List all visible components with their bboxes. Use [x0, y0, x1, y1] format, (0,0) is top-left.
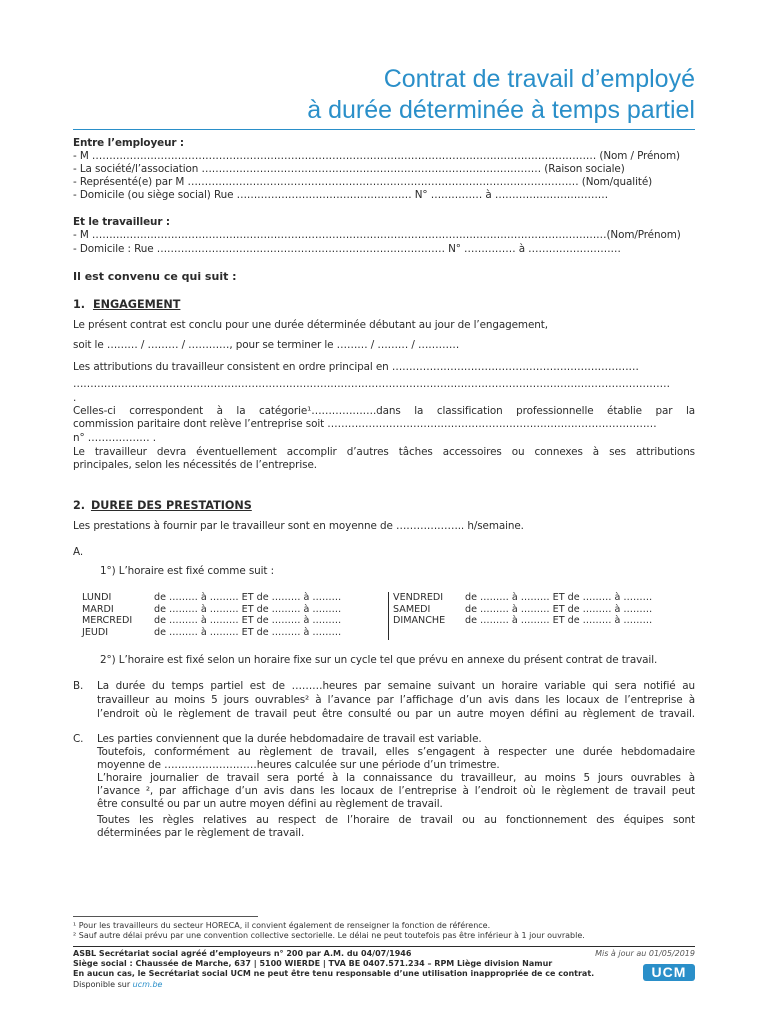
employer-heading: Entre l’employeur :: [73, 137, 184, 149]
update-date: Mis à jour au 01/05/2019: [595, 949, 695, 958]
schedule-row-sunday: [393, 615, 652, 627]
schedule-row-thursday: [82, 627, 341, 639]
ucm-logo: UCM: [643, 964, 695, 981]
part-b-line-1: La durée du temps partiel est de ………heures par semaine suivant un horaire variable qui sera notifié au: [97, 680, 695, 692]
commission-line: commission paritaire dont relève l’entreprise soit ……………………………………………………………………………………: [73, 418, 657, 430]
worker-name-line: - M ……………………………………………………………………………………………………………………………………(Nom/Prénom): [73, 229, 681, 241]
category-line: Celles-ci correspondent à la catégorie¹……………….dans la classification professionnelle établie par la: [73, 405, 695, 417]
title-divider: [73, 129, 695, 130]
document-title: [307, 64, 695, 126]
day-hours: de ……… à ……… ET de ……… à ………: [154, 626, 342, 638]
attributions-dots-line: …………………………………………………………………………………………………………………………………………………………: [73, 378, 670, 390]
part-b-line-3: l’endroit où le règlement de travail peut être consulté ou par un autre moyen défini au règlement de travail.: [97, 708, 695, 720]
ucm-website-link[interactable]: ucm.be: [132, 980, 163, 989]
section-2-number: 2.: [73, 499, 86, 512]
engagement-line-1: Le présent contrat est conclu pour une durée déterminée débutant au jour de l’engagement,: [73, 319, 548, 331]
attributions-line: Les attributions du travailleur consistent en ordre principal en ………………………………………………………………: [73, 361, 639, 373]
duties-line-1: Le travailleur devra éventuellement accomplir d’autres tâches accessoires ou connexes à ses attributions: [73, 446, 695, 458]
section-2-heading: [73, 499, 252, 512]
day-label: MERCREDI: [82, 615, 133, 626]
schedule-row-friday: [393, 592, 652, 604]
part-b-line-2: travailleur au moins 5 jours ouvrables² à l’avance par l’affichage d’un avis dans les locaux de l’entreprise à: [97, 694, 695, 706]
day-hours: de ……… à ……… ET de ……… à ………: [465, 592, 653, 603]
engagement-dates-line: soit le ……… / ……… / …………, pour se terminer le ……… / ……… / …………: [73, 339, 460, 351]
footnote-2: ² Sauf autre délai prévu par une convention collective sectorielle. Le délai ne peut toutefois pas être inférieur à 1 jour ouvrable.: [73, 931, 585, 940]
agreement-heading: Il est convenu ce qui suit :: [73, 270, 237, 283]
day-hours: de ……… à ……… ET de ……… à ………: [154, 615, 342, 626]
day-label: VENDREDI: [393, 592, 444, 603]
employer-name-line: - M ………………………………………………………………………………………………………………………………… (Nom / Prénom): [73, 150, 681, 162]
day-hours: de ……… à ……… ET de ……… à ………: [465, 603, 653, 615]
part-c-line-1: Les parties conviennent que la durée hebdomadaire de travail est variable.: [97, 733, 482, 745]
section-2-title: DUREE DES PRESTATIONS: [90, 499, 252, 512]
worker-address-line: - Domicile : Rue ………………………………………………………………………… N° …………… à ………………………: [73, 243, 621, 255]
day-hours: de ……… à ……… ET de ……… à ………: [154, 603, 342, 615]
schedule-fixed-line: 1°) L’horaire est fixé comme suit :: [100, 565, 274, 577]
part-c-line-7: Toutes les règles relatives au respect de l’horaire de travail ou au fonctionnement des équipes sont: [97, 814, 695, 826]
employer-representative-line: - Représenté(e) par M …………………………………………………………………………………………………… (Nom/qualité): [73, 176, 653, 188]
employer-address-line: - Domicile (ou siège social) Rue …………………………………………… N° …………… à ……………………………: [73, 189, 609, 201]
day-label: LUNDI: [82, 592, 112, 603]
part-c-label: C.: [73, 733, 84, 745]
schedule-right: [393, 592, 652, 627]
schedule-divider: [388, 592, 389, 640]
day-hours: de ……… à ……… ET de ……… à ………: [154, 592, 342, 603]
footer-availability: [73, 980, 162, 991]
day-label: DIMANCHE: [393, 615, 446, 626]
title-line-2: à durée déterminée à temps partiel: [307, 96, 695, 124]
attributions-end: .: [73, 392, 77, 404]
duties-line-2: principales, selon les nécessités de l’entreprise.: [73, 459, 317, 471]
schedule-row-saturday: [393, 604, 652, 616]
part-c-line-3: moyenne de ………………………heures calculée sur une période d’un trimestre.: [97, 759, 500, 771]
footer-line-2: Siège social : Chaussée de Marche, 637 | 5100 WIERDE | TVA BE 0407.571.234 – RPM Liège division Namur: [73, 959, 553, 968]
part-c-line-6: être consulté ou par un autre moyen défini au règlement de travail.: [97, 798, 443, 810]
schedule-row-monday: [82, 592, 341, 604]
part-a-label: A.: [73, 546, 84, 558]
schedule-row-wednesday: [82, 615, 341, 627]
footer-divider: [73, 946, 695, 947]
day-label: SAMEDI: [393, 603, 431, 615]
availability-label: Disponible sur: [73, 980, 131, 989]
schedule-row-tuesday: [82, 604, 341, 616]
footer-line-1: ASBL Secrétariat social agréé d’employeurs n° 200 par A.M. du 04/07/1946: [73, 949, 412, 958]
footer-disclaimer: En aucun cas, le Secrétariat social UCM ne peut être tenu responsable d’une utilisation inappropriée de ce contrat.: [73, 969, 595, 978]
section-1-number: 1.: [73, 298, 86, 311]
footnote-1: ¹ Pour les travailleurs du secteur HORECA, il convient également de renseigner la fonction de référence.: [73, 921, 491, 930]
day-label: JEUDI: [82, 626, 109, 638]
prestations-intro: Les prestations à fournir par le travailleur sont en moyenne de ……………….. h/semaine.: [73, 520, 524, 532]
day-hours: de ……… à ……… ET de ……… à ………: [465, 615, 653, 626]
section-1-title: ENGAGEMENT: [92, 298, 181, 311]
worker-heading: Et le travailleur :: [73, 216, 170, 228]
footnote-divider: [73, 916, 258, 917]
part-b-label: B.: [73, 680, 84, 692]
part-c-line-5: l’avance ², par affichage d’un avis dans les locaux de l’entreprise à l’endroit où le règlement de travail peut: [97, 785, 695, 797]
part-c-line-2: Toutefois, conformément au règlement de travail, elles s’engagent à respecter une durée hebdomadaire: [97, 746, 695, 758]
employer-company-line: - La société/l’association ……………………………………………………………………………………… (Raison sociale): [73, 163, 625, 175]
day-label: MARDI: [82, 603, 114, 615]
part-c-line-8: déterminées par le règlement de travail.: [97, 827, 305, 839]
schedule-left: [82, 592, 341, 638]
part-c-line-4: L’horaire journalier de travail sera porté à la connaissance du travailleur, au moins 5 jours ouvrables à: [97, 772, 695, 784]
schedule-cycle-line: 2°) L’horaire est fixé selon un horaire fixe sur un cycle tel que prévu en annexe du présent contrat de travail.: [100, 654, 658, 666]
title-line-1: Contrat de travail d’employé: [383, 65, 695, 93]
section-1-heading: [73, 298, 180, 311]
commission-number-line: n° ……………… .: [73, 432, 156, 444]
